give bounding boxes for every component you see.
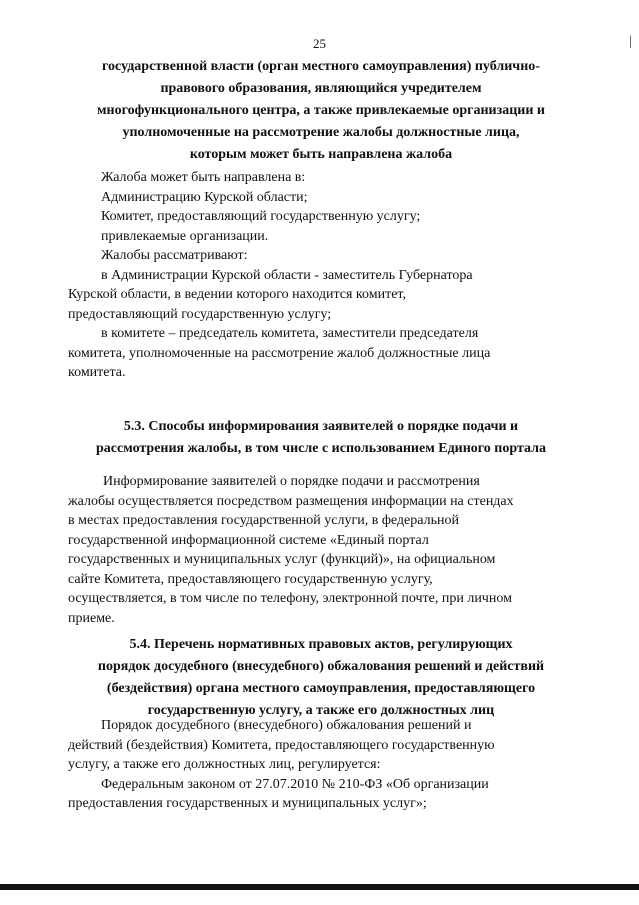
text-line: жалобы осуществляется посредством размещения информации на стендах — [68, 493, 514, 509]
heading-line: уполномоченные на рассмотрение жалобы должностные лица, — [122, 125, 520, 140]
section-5-4-paragraph — [68, 716, 574, 814]
heading-line: 5.3. Способы информирования заявителей о порядке подачи и — [123, 419, 519, 434]
text-line: Администрацию Курской области; — [101, 189, 308, 205]
text-line: Курской области, в ведении которого находится комитет, — [68, 287, 406, 302]
section-heading-5-4 — [68, 634, 574, 722]
complaint-recipients-paragraph — [68, 168, 574, 383]
text-line: в комитете – председатель комитета, заместители председателя — [101, 326, 479, 341]
heading-line: (бездействия) органа местного самоуправления, предоставляющего — [106, 681, 536, 696]
heading-line: рассмотрения жалобы, в том числе с использованием Единого портала — [96, 441, 546, 456]
text-line: государственных и муниципальных услуг (функций)», на официальном — [68, 552, 496, 567]
page-number: 25 — [313, 36, 326, 51]
heading-line: которым может быть направлена жалоба — [189, 147, 453, 162]
heading-line: государственной власти (орган местного самоуправления) публично- — [102, 59, 540, 74]
text-line: действий (бездействия) Комитета, предоставляющего государственную — [68, 737, 495, 753]
text-line: государственной информационной системе «Единый портал — [68, 532, 429, 548]
text-line: Федеральным законом от 27.07.2010 № 210-ФЗ «Об организации — [101, 776, 489, 792]
text-line: привлекаемые организации. — [101, 228, 269, 244]
text-line: в местах предоставления государственной услуги, в федеральной — [68, 513, 459, 528]
heading-line: правового образования, являющийся учредителем — [160, 81, 482, 96]
text-line: сайте Комитета, предоставляющего государственную услугу, — [68, 571, 433, 587]
text-line: предоставления государственных и муниципальных услуг»; — [68, 796, 427, 811]
section-5-3-paragraph — [68, 472, 574, 628]
heading-line: многофункционального центра, а также привлекаемые организации и — [97, 103, 545, 118]
text-line: приеме. — [68, 610, 115, 626]
scan-bottom-border — [0, 884, 639, 890]
text-line: Информирование заявителей о порядке подачи и рассмотрения — [103, 474, 480, 489]
text-line: комитета, уполномоченные на рассмотрение жалоб должностные лица — [68, 345, 491, 361]
section-heading-5-3 — [68, 416, 574, 460]
text-line: предоставляющий государственную услугу; — [68, 306, 332, 322]
heading-line: 5.4. Перечень нормативных правовых актов, регулирующих — [129, 637, 513, 652]
text-line: комитета. — [68, 365, 126, 380]
text-line: Комитет, предоставляющий государственную услугу; — [101, 209, 421, 224]
scan-edge-mark: | — [629, 34, 632, 49]
text-line: в Администрации Курской области - заместитель Губернатора — [101, 267, 473, 283]
text-line: Жалоба может быть направлена в: — [101, 170, 306, 185]
text-line: осуществляется, в том числе по телефону, электронной почте, при личном — [68, 591, 512, 606]
text-line: Жалобы рассматривают: — [101, 248, 248, 263]
section-heading-complaint-recipients — [68, 56, 574, 166]
text-line: услугу, а также его должностных лиц, регулируется: — [68, 757, 381, 772]
heading-line: государственную услугу, а также его должностных лиц — [147, 703, 495, 718]
text-line: Порядок досудебного (внесудебного) обжалования решений и — [101, 718, 472, 733]
heading-line: порядок досудебного (внесудебного) обжалования решений и действий — [97, 659, 545, 674]
